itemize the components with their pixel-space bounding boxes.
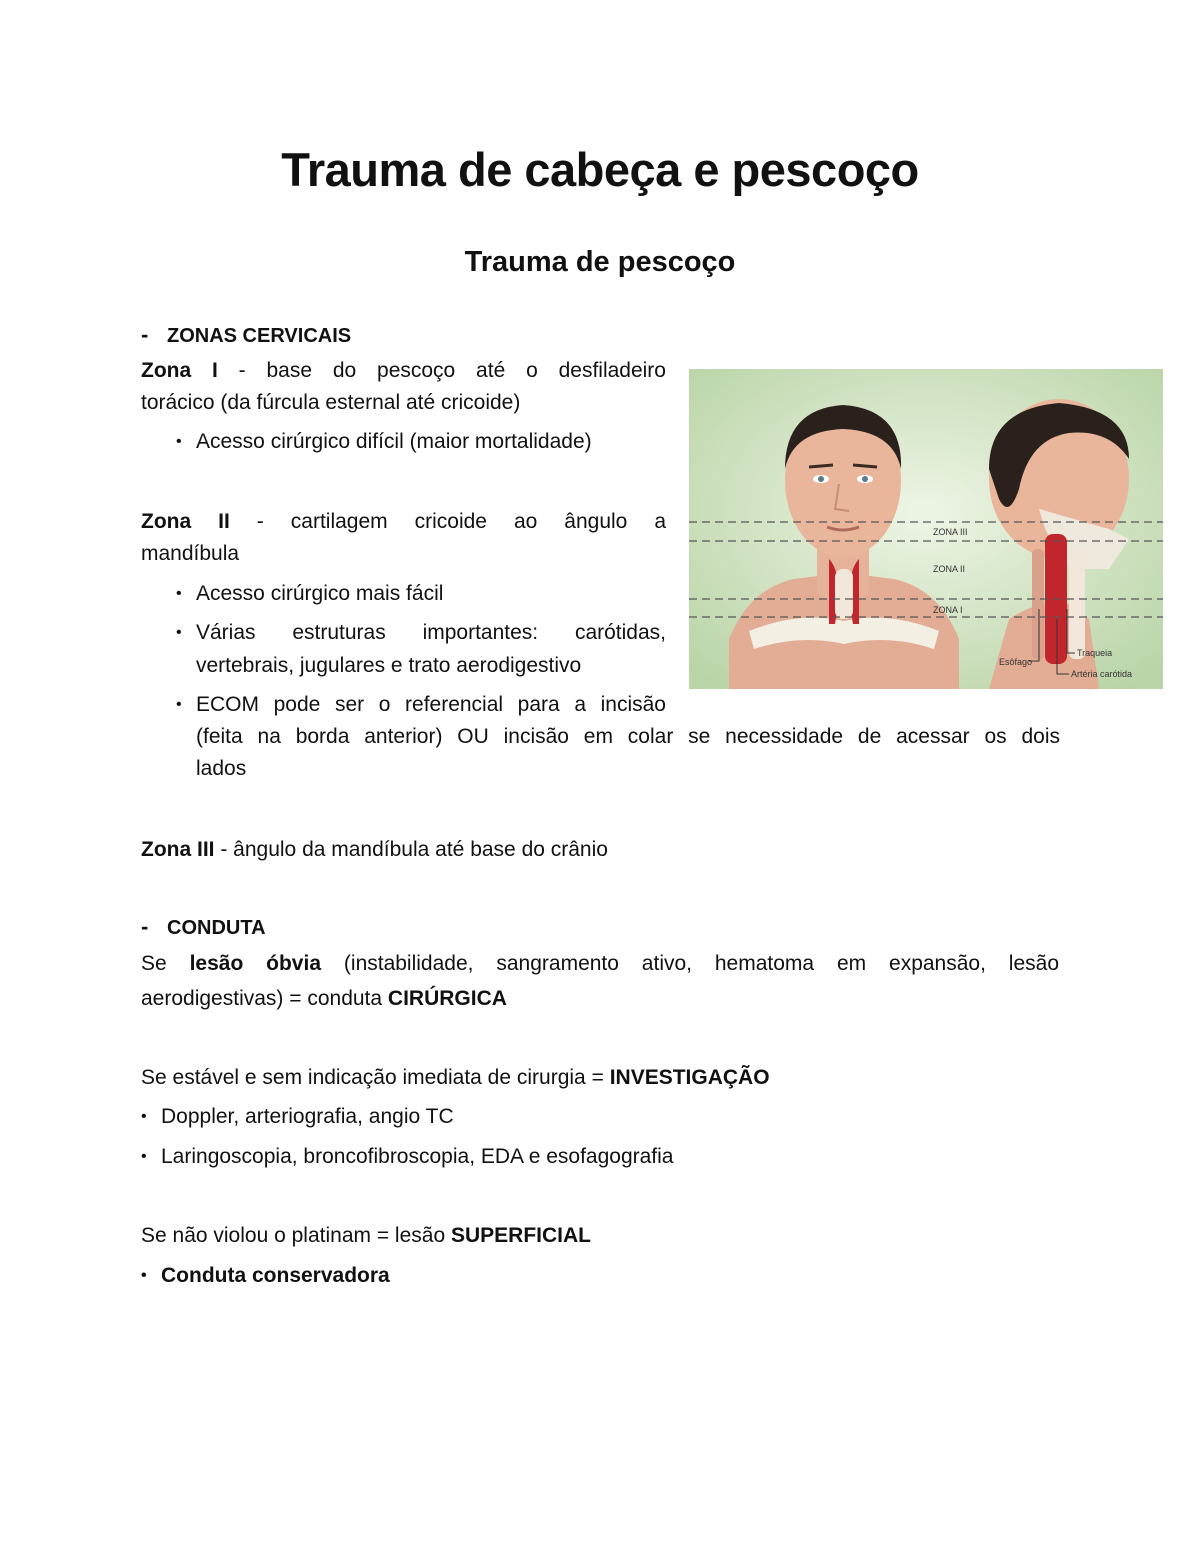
esofago-label: Esôfago [999,657,1033,667]
conduta-p2: Se estável e sem indicação imediata de cirurgia = INVESTIGAÇÃO [141,1066,770,1089]
conduta-p1-line1: Se lesão óbvia (instabilidade, sangramento ativo, hematoma em expansão, lesão [141,952,1060,975]
zone-1-label: ZONA I [933,605,963,615]
zona1-desc-line2: torácico (da fúrcula esternal até cricoide) [141,391,521,414]
zona2-label: Zona II [141,510,230,533]
conduta-p3: Se não violou o platinam = lesão SUPERFICIAL [141,1224,591,1247]
neck-zones-figure [689,369,1163,689]
zona2-bullet-3-cont2: lados [196,757,247,780]
zona2-desc-line1: - cartilagem cricoide ao ângulo a [256,510,666,533]
section-subtitle: Trauma de pescoço [464,246,736,278]
document-title: Trauma de cabeça e pescoço [281,143,919,196]
zona1-line1 [141,355,666,387]
zona1-bullet: • Acesso cirúrgico difícil (maior mortalidade) [176,430,592,453]
zone-2-label: ZONA II [933,564,966,574]
neck-zones-illustration [689,369,1163,689]
zona1-desc-line1: - base do pescoço até o desfiladeiro [238,359,666,382]
zona2-bullet-1: • Acesso cirúrgico mais fácil [176,582,444,605]
zona1-label: Zona I [141,359,218,382]
conduta-p3-bullet: • Conduta conservadora [141,1264,390,1287]
zone-3-label: ZONA III [933,527,968,537]
conduta-heading: - CONDUTA [141,914,266,939]
conduta-p2-bullet-2: • Laringoscopia, broncofibroscopia, EDA e esofagografia [141,1145,674,1168]
arteria-carotida-label: Artéria carótida [1071,669,1133,679]
zona2-line1 [141,506,666,538]
zona3-label: Zona III [141,838,215,861]
zonas-heading: - ZONAS CERVICAIS [141,322,352,347]
conduta-p1-line2: aerodigestivas) = conduta CIRÚRGICA [141,987,507,1010]
conduta-p2-bullet-1: • Doppler, arteriografia, angio TC [141,1105,454,1128]
zona2-desc-line2: mandíbula [141,542,240,565]
zona2-bullet-3: • ECOM pode ser o referencial para a incisão [176,693,666,716]
zona2-bullet-3-cont: (feita na borda anterior) OU incisão em colar se necessidade de acessar os dois [196,725,1060,748]
traqueia-label: Traqueia [1077,648,1113,658]
zona2-bullet-2: • Várias estruturas importantes: carótidas, [176,621,666,644]
zona3-line: Zona III - ângulo da mandíbula até base do crânio [141,838,608,861]
zona2-bullet-2-cont: vertebrais, jugulares e trato aerodigestivo [196,654,582,677]
